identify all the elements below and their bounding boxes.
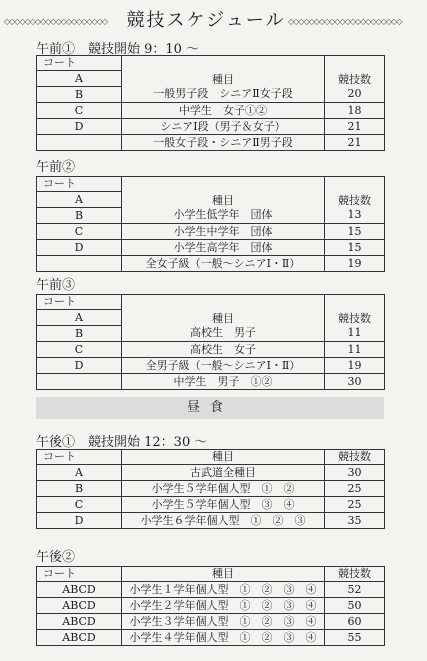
court-cell: ABCD (37, 614, 122, 630)
event-cell: 小学生６学年個人型 ① ② ③ (122, 513, 325, 529)
event-header: 種目 (122, 295, 325, 326)
event-cell: 古武道全種目 (122, 465, 325, 481)
count-cell: 21 (325, 135, 385, 151)
court-cell: ABCD (37, 598, 122, 614)
table-row (37, 87, 385, 103)
count-cell: 19 (325, 358, 385, 374)
count-cell: 18 (325, 103, 385, 119)
decoration-right: ◇◇◇◇◇◇◇◇◇◇◇◇◇◇◇◇◇◇◇◇◇◇ (288, 17, 402, 26)
court-cell: D (37, 240, 122, 256)
event-cell: 一般女子段・シニアⅡ男子段 (122, 135, 325, 151)
table-row (37, 630, 385, 646)
court-header: コート (37, 177, 122, 192)
count-cell: 20 (325, 87, 385, 103)
table-row (37, 481, 385, 497)
count-cell: 30 (325, 374, 385, 390)
section-heading-am2: 午前② (36, 160, 76, 175)
table-row (37, 326, 385, 342)
table-row (37, 497, 385, 513)
count-cell: 15 (325, 224, 385, 240)
schedule-table-pm2 (36, 566, 385, 646)
table-row (37, 342, 385, 358)
count-cell: 11 (325, 342, 385, 358)
section-heading-pm1: 午後① 競技開始 12：30 ～ (36, 435, 208, 450)
lunch-band: 昼食 (36, 397, 384, 419)
table-row (37, 256, 385, 272)
event-header: 種目 (122, 450, 325, 465)
court-cell: B (37, 87, 122, 103)
event-cell: 小学生高学年 団体 (122, 240, 325, 256)
count-cell: 30 (325, 465, 385, 481)
schedule-table-pm1 (36, 449, 385, 529)
count-cell: 35 (325, 513, 385, 529)
event-header: 種目 (122, 56, 325, 87)
title-row (0, 6, 427, 36)
count-header: 競技数 (325, 450, 385, 465)
count-cell: 60 (325, 614, 385, 630)
court-cell: B (37, 481, 122, 497)
court-header: コート (37, 450, 122, 465)
court-cell: A (37, 71, 122, 87)
event-cell: 小学生２学年個人型 ① ② ③ ④ (122, 598, 325, 614)
court-cell: B (37, 208, 122, 224)
event-cell: 全男子級（一般～シニアⅠ・Ⅱ） (122, 358, 325, 374)
court-header: コート (37, 56, 122, 71)
table-row (37, 614, 385, 630)
event-cell: 小学生５学年個人型 ① ② (122, 481, 325, 497)
court-cell: D (37, 513, 122, 529)
table-row (37, 358, 385, 374)
court-cell: ABCD (37, 582, 122, 598)
table-row (37, 135, 385, 151)
section-heading-am3: 午前③ (36, 278, 76, 293)
table-row (37, 103, 385, 119)
court-cell: A (37, 192, 122, 208)
event-cell: 高校生 女子 (122, 342, 325, 358)
court-cell: ABCD (37, 630, 122, 646)
event-cell: 小学生３学年個人型 ① ② ③ ④ (122, 614, 325, 630)
event-cell: 中学生 男子 ①② (122, 374, 325, 390)
count-header: 競技数 (325, 567, 385, 582)
court-cell: D (37, 358, 122, 374)
count-cell: 19 (325, 256, 385, 272)
table-row (37, 465, 385, 481)
count-header: 競技数 (325, 56, 385, 87)
court-cell: B (37, 326, 122, 342)
event-cell: 小学生１学年個人型 ① ② ③ ④ (122, 582, 325, 598)
court-cell: C (37, 497, 122, 513)
count-cell: 15 (325, 240, 385, 256)
court-cell: D (37, 119, 122, 135)
table-row (37, 598, 385, 614)
court-cell: C (37, 224, 122, 240)
event-cell: 高校生 男子 (122, 326, 325, 342)
event-cell: 全女子級（一般～シニアⅠ・Ⅱ） (122, 256, 325, 272)
table-row (37, 208, 385, 224)
table-row (37, 224, 385, 240)
event-cell: 一般男子段 シニアⅡ女子段 (122, 87, 325, 103)
table-row (37, 374, 385, 390)
court-cell: A (37, 465, 122, 481)
schedule-table-am2 (36, 176, 385, 272)
court-header: コート (37, 295, 122, 310)
count-header: 競技数 (325, 295, 385, 326)
count-cell: 25 (325, 497, 385, 513)
count-cell: 52 (325, 582, 385, 598)
schedule-table-am3 (36, 294, 385, 390)
table-row (37, 513, 385, 529)
count-cell: 25 (325, 481, 385, 497)
court-cell: A (37, 310, 122, 326)
table-row (37, 119, 385, 135)
count-cell: 11 (325, 326, 385, 342)
court-header: コート (37, 567, 122, 582)
event-header: 種目 (122, 177, 325, 208)
section-heading-pm2: 午後② (36, 550, 76, 565)
decoration-left: ◇◇◇◇◇◇◇◇◇◇◇◇◇◇◇◇◇◇◇◇ (4, 17, 108, 26)
table-row (37, 582, 385, 598)
event-cell: 小学生低学年 団体 (122, 208, 325, 224)
event-cell: 中学生 女子①② (122, 103, 325, 119)
event-cell: 小学生中学年 団体 (122, 224, 325, 240)
schedule-table-am1 (36, 55, 385, 151)
count-cell: 13 (325, 208, 385, 224)
count-cell: 55 (325, 630, 385, 646)
event-cell: シニアⅠ段（男子＆女子） (122, 119, 325, 135)
event-cell: 小学生４学年個人型 ① ② ③ ④ (122, 630, 325, 646)
count-cell: 50 (325, 598, 385, 614)
page-title: 競技スケジュール (126, 10, 286, 31)
section-heading-am1: 午前① 競技開始 9：10 ～ (36, 42, 200, 57)
count-cell: 21 (325, 119, 385, 135)
count-header: 競技数 (325, 177, 385, 208)
event-header: 種目 (122, 567, 325, 582)
court-cell: C (37, 103, 122, 119)
table-row (37, 240, 385, 256)
event-cell: 小学生５学年個人型 ③ ④ (122, 497, 325, 513)
court-cell: C (37, 342, 122, 358)
